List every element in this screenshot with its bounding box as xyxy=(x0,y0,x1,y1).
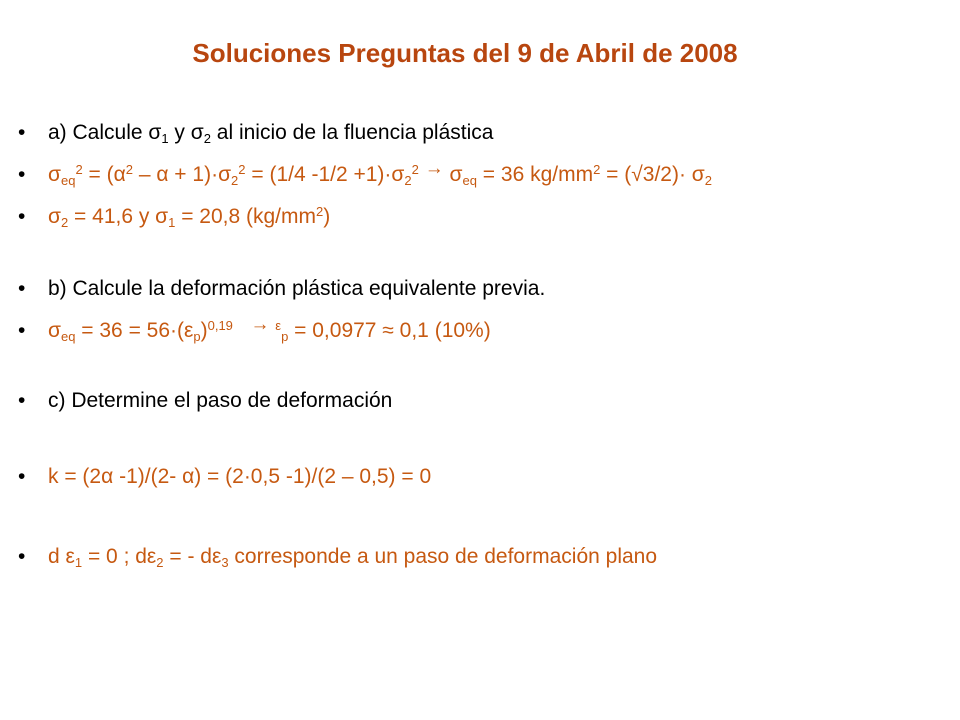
answer-c-d xyxy=(18,544,657,570)
text: = (α xyxy=(82,163,126,186)
text: = - dε xyxy=(163,545,222,568)
subscript: p xyxy=(281,329,289,344)
subscript: 2 xyxy=(203,131,211,146)
text: a) Calcule σ xyxy=(48,121,162,144)
subscript: 2 xyxy=(156,555,164,570)
arrow-icon: → xyxy=(424,158,444,179)
subscript: eq xyxy=(60,329,76,344)
text: σ xyxy=(443,163,463,186)
text: al inicio de la fluencia plástica xyxy=(210,121,494,144)
subscript: eq xyxy=(462,173,477,188)
text: = 20,8 (kg/mm xyxy=(175,205,317,228)
subscript: 3 xyxy=(221,555,229,570)
text: y σ xyxy=(168,121,204,144)
text: corresponde a un paso de deformación plano xyxy=(228,545,658,568)
subscript: eq xyxy=(60,173,76,188)
superscript: 2 xyxy=(238,162,246,177)
bullet: • xyxy=(18,277,26,300)
answer-a-1 xyxy=(18,158,713,189)
text: σ xyxy=(48,319,61,342)
text: = (1/4 -1/2 +1)·σ xyxy=(245,163,405,186)
bullet: • xyxy=(18,319,26,342)
text: b) Calcule la deformación plástica equivalente previa. xyxy=(48,277,546,300)
bullet: • xyxy=(18,163,26,186)
superscript: 2 xyxy=(316,204,324,219)
bullet: • xyxy=(18,465,26,488)
text: d ε xyxy=(48,545,75,568)
answer-c-k xyxy=(18,464,431,490)
page-title: Soluciones Preguntas del 9 de Abril de 2008 xyxy=(192,38,738,68)
bullet: • xyxy=(18,121,26,144)
subscript: 2 xyxy=(704,173,713,188)
text: = 0 ; dε xyxy=(82,545,157,568)
text: k = (2α -1)/(2- α) = (2·0,5 -1)/(2 – 0,5) = 0 xyxy=(48,465,432,488)
subscript: 1 xyxy=(161,131,169,146)
text: c) Determine el paso de deformación xyxy=(48,389,393,412)
subscript: 2 xyxy=(231,173,239,188)
text: ) xyxy=(323,205,331,228)
superscript: 0,19 xyxy=(207,318,233,333)
subscript: 2 xyxy=(404,173,412,188)
text: = 36 kg/mm xyxy=(476,163,594,186)
subscript: 2 xyxy=(60,215,69,230)
bullet: • xyxy=(18,205,26,228)
superscript: 2 xyxy=(593,162,601,177)
arrow-icon: → xyxy=(250,314,270,335)
subscript: 1 xyxy=(168,215,176,230)
subscript: 1 xyxy=(74,555,83,570)
text: = 41,6 y σ xyxy=(68,205,169,228)
text: σ xyxy=(48,163,61,186)
text: σ xyxy=(48,205,61,228)
text: – α + 1)·σ xyxy=(132,163,232,186)
answer-b xyxy=(18,314,491,345)
subscript: p xyxy=(193,329,201,344)
question-c xyxy=(18,388,392,414)
superscript: 2 xyxy=(75,162,83,177)
text: ) xyxy=(200,319,208,342)
bullet: • xyxy=(18,389,26,412)
superscript: ε xyxy=(275,318,282,333)
question-b xyxy=(18,276,545,302)
bullet: • xyxy=(18,545,26,568)
superscript: 2 xyxy=(411,162,419,177)
text: = 36 = 56·(ε xyxy=(75,319,194,342)
superscript: 2 xyxy=(125,162,133,177)
answer-a-2 xyxy=(18,204,330,230)
question-a xyxy=(18,120,493,146)
text: = (√3/2)· σ xyxy=(600,163,705,186)
text: = 0,0977 ≈ 0,1 (10%) xyxy=(288,319,491,342)
